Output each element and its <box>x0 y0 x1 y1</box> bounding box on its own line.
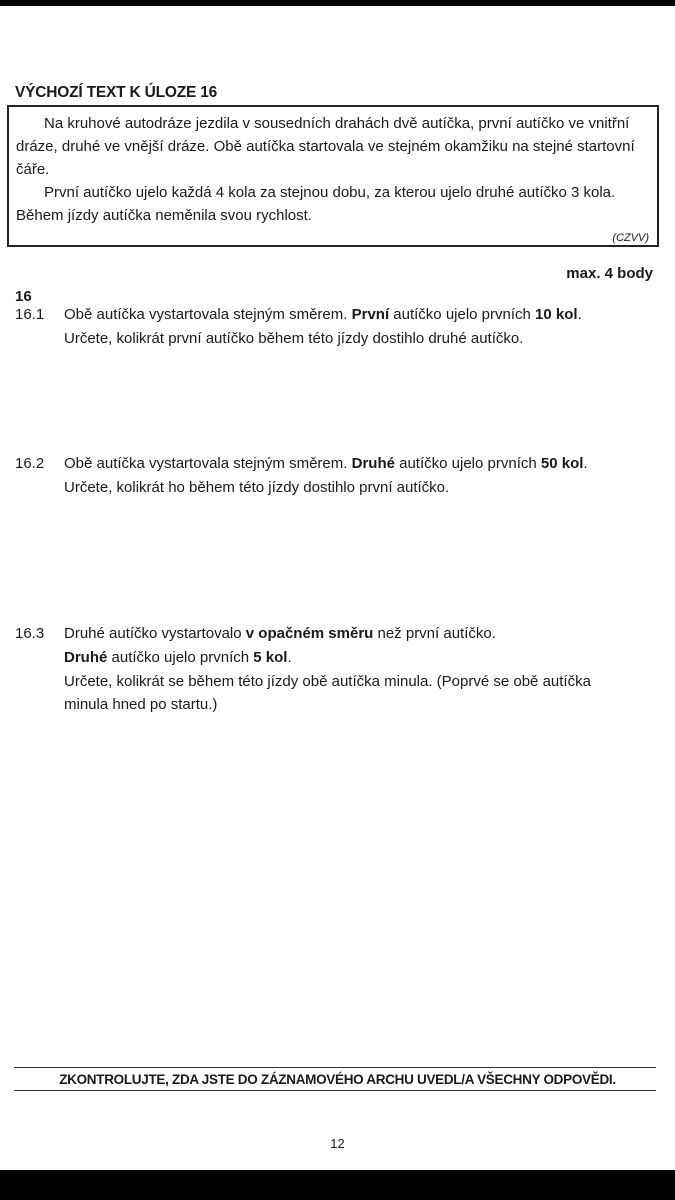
question-text-part: . <box>583 455 588 472</box>
question-instruction: Určete, kolikrát první autíčko během této jízdy dostihlo druhé autíčko. <box>64 330 524 347</box>
question-emphasis: Druhé <box>351 455 395 472</box>
page-number: 12 <box>330 1136 345 1151</box>
question-text-part: než první autíčko. <box>373 625 496 642</box>
question-text <box>64 306 582 323</box>
intro-paragraph-1-line-1: Na kruhové autodráze jezdila v sousedních drahách dvě autíčka, první autíčko ve vnitřní <box>44 115 630 132</box>
source-label: (CZVV) <box>612 232 649 244</box>
question-instruction: minula hned po startu.) <box>64 696 218 713</box>
intro-text-box <box>7 105 659 247</box>
question-emphasis: 50 kol <box>540 455 584 472</box>
footer-rule-bottom <box>14 1090 656 1091</box>
question-text <box>64 625 496 642</box>
intro-paragraph-2-line-2: Během jízdy autíčka neměnila svou rychlost. <box>16 207 312 224</box>
footer-reminder: ZKONTROLUJTE, ZDA JSTE DO ZÁZNAMOVÉHO ARCHU UVEDL/A VŠECHNY ODPOVĚDI. <box>59 1072 616 1087</box>
footer-rule-top <box>14 1067 656 1068</box>
question-text-part: Druhé autíčko vystartovalo <box>64 625 246 642</box>
question-text <box>64 649 292 666</box>
intro-paragraph-1-line-3: čáře. <box>16 161 50 178</box>
question-emphasis: 10 kol <box>535 306 578 323</box>
intro-paragraph-1-line-2: dráze, druhé ve vnější dráze. Obě autíčka startovala ve stejném okamžiku na stejné startovní <box>16 138 635 155</box>
question-number: 16.1 <box>15 306 45 323</box>
section-heading: VÝCHOZÍ TEXT K ÚLOZE 16 <box>15 84 218 101</box>
question-number: 16.3 <box>15 625 45 642</box>
question-instruction: Určete, kolikrát ho během této jízdy dostihlo první autíčko. <box>64 479 450 496</box>
question-number: 16.2 <box>15 455 45 472</box>
task-number: 16 <box>15 288 32 305</box>
question-text-part: . <box>287 649 292 666</box>
intro-paragraph-2-line-1: První autíčko ujelo každá 4 kola za stejnou dobu, za kterou ujelo druhé autíčko 3 kola. <box>44 184 616 201</box>
question-text-part: . <box>577 306 582 323</box>
question-text-part: autíčko ujelo prvních <box>107 649 254 666</box>
top-bar <box>0 0 675 6</box>
question-emphasis: v opačném směru <box>245 625 374 642</box>
question-text-part: Obě autíčka vystartovala stejným směrem. <box>64 455 352 472</box>
question-emphasis: Druhé <box>64 649 108 666</box>
bottom-bar <box>0 1170 675 1200</box>
question-text <box>64 455 588 472</box>
max-points: max. 4 body <box>566 265 653 282</box>
question-emphasis: První <box>351 306 390 323</box>
question-text-part: Obě autíčka vystartovala stejným směrem. <box>64 306 352 323</box>
question-instruction: Určete, kolikrát se během této jízdy obě autíčka minula. (Poprvé se obě autíčka <box>64 673 591 690</box>
question-text-part: autíčko ujelo prvních <box>389 306 536 323</box>
question-emphasis: 5 kol <box>253 649 288 666</box>
question-text-part: autíčko ujelo prvních <box>394 455 541 472</box>
